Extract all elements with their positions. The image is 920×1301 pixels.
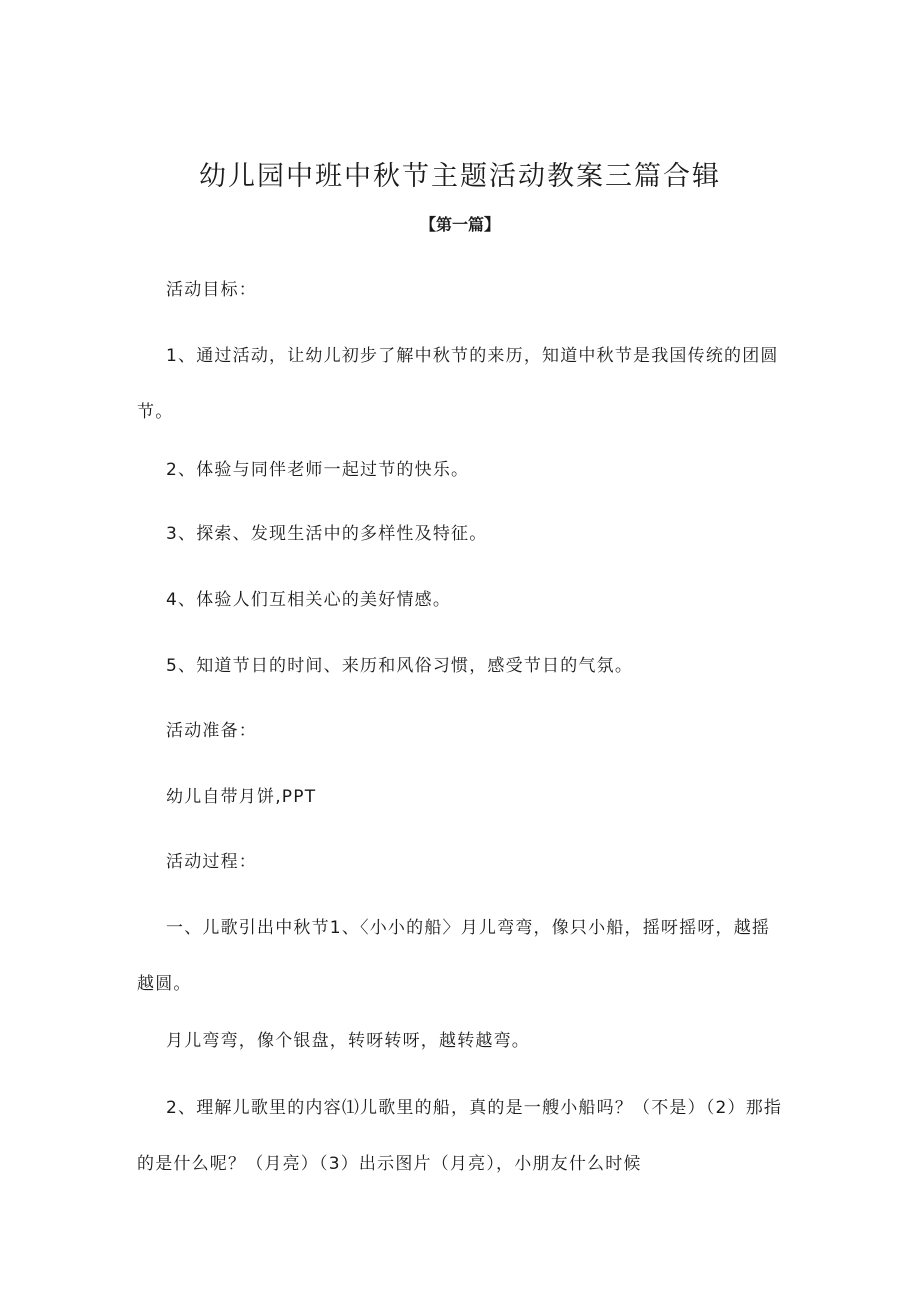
paragraph-prep-heading: 活动准备： (166, 721, 257, 741)
paragraph-process-2: 2、理解儿歌里的内容⑴儿歌里的船，真的是一艘小船吗？（不是）（2）那指的是什么呢？（月亮）（3）出示图片（月亮），小朋友什么时候 (137, 1098, 783, 1174)
paragraph-goals-heading: 活动目标： (166, 280, 257, 300)
paragraph-goal-5: 5、知道节日的时间、来历和风俗习惯，感受节日的气氛。 (166, 656, 634, 676)
paragraph-process-1: 一、儿歌引出中秋节1、〈小小的船〉月儿弯弯，像只小船，摇呀摇呀，越摇越圆。 (137, 918, 771, 994)
section-label: 【第一篇】 (419, 215, 500, 234)
paragraph-process-heading: 活动过程： (166, 852, 257, 872)
paragraph-process-rhyme: 月儿弯弯，像个银盘，转呀转呀，越转越弯。 (166, 1031, 530, 1051)
paragraph-goal-1: 1、通过活动，让幼儿初步了解中秋节的来历，知道中秋节是我国传统的团圆节。 (137, 346, 779, 422)
document-title: 幼儿园中班中秋节主题活动教案三篇合辑 (199, 161, 721, 193)
paragraph-goal-4: 4、体验人们互相关心的美好情感。 (166, 590, 452, 610)
paragraph-goal-3: 3、探索、发现生活中的多样性及特征。 (166, 524, 488, 544)
paragraph-prep-items: 幼儿自带月饼,PPT (166, 787, 317, 807)
paragraph-goal-2: 2、体验与同伴老师一起过节的快乐。 (166, 460, 470, 480)
